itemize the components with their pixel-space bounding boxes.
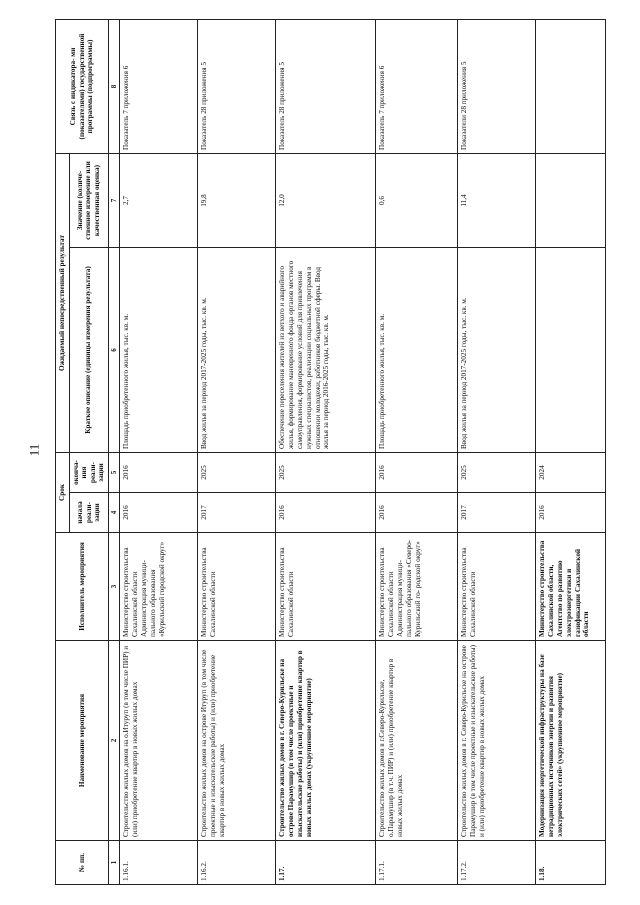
row-name: Модернизация энергетической инфраструктуры на базе нетрадиционных источников энергии и развития электрических сетей» (укрупненное мероприятие) — [536, 641, 606, 841]
row-link: Показатель 7 приложения 6 — [120, 20, 198, 154]
row-start: 2016 — [536, 493, 606, 533]
row-executor: Министерство строительства Сахалинской области Администрация муници- пального образования «Северо-Курильский го- родской округ» — [376, 533, 458, 641]
header-end: оконча- ния реали- зации — [69, 453, 108, 493]
row-executor: Министерство строительства Сахалинской области — [198, 533, 276, 641]
header-num: № пп. — [56, 841, 109, 885]
row-link: Показатель 28 приложения 5 — [276, 20, 376, 154]
table-row — [276, 20, 376, 885]
row-start: 2016 — [276, 493, 376, 533]
row-name: Строительство жилых домов в г.Северо-Курильске, о.Парамушир (в т.ч. ПИР) и (или) приобретение квартир в новых жилых домах — [376, 641, 458, 841]
header-expected: Ожидаемый непосредственный результат — [56, 154, 70, 453]
row-value — [536, 154, 606, 248]
row-num: 1.17.1. — [376, 841, 458, 885]
row-link — [536, 20, 606, 154]
column-number: 6 — [108, 248, 120, 453]
rotated-table-container — [55, 20, 620, 885]
header-name: Наименование мероприятия — [56, 641, 109, 841]
row-num: 1.16.1. — [120, 841, 198, 885]
row-end: 2016 — [376, 453, 458, 493]
row-executor: Министерство строительства Сахалинской области, Агентство по развитию электроэнергетики и газификации Сахалинской области — [536, 533, 606, 641]
row-num: 1.17. — [276, 841, 376, 885]
row-name: Строительство жилых домов на о.Итуруп (в том числе ПИР) и (или) приобретение квартир в новых жилых домах — [120, 641, 198, 841]
row-name: Строительство жилых домов на острове Итуруп (в том числе проектные и изыскательские работы) и (или) приобретение квартир в новых жилых домах — [198, 641, 276, 841]
measures-table — [55, 19, 606, 885]
row-start: 2017 — [458, 493, 536, 533]
row-value: 0,6 — [376, 154, 458, 248]
row-end: 2025 — [276, 453, 376, 493]
column-number: 8 — [108, 20, 120, 154]
row-link: Показатели 28 приложения 5 — [458, 20, 536, 154]
row-executor: Министерство строительства Сахалинской области — [458, 533, 536, 641]
row-link: Показатель 7 приложения 6 — [376, 20, 458, 154]
row-start: 2016 — [376, 493, 458, 533]
row-desc — [536, 248, 606, 453]
row-link: Показатель 28 приложения 5 — [198, 20, 276, 154]
header-start: начала реали- зации — [69, 493, 108, 533]
table-row — [376, 20, 458, 885]
row-value: 12,0 — [276, 154, 376, 248]
header-term: Срок — [56, 453, 70, 533]
row-end: 2025 — [198, 453, 276, 493]
table-row — [198, 20, 276, 885]
header-executor: Исполнитель мероприятия — [56, 533, 109, 641]
row-name: Строительство жилых домов в г. Северо-Курильске на острове Парамушир (в том числе проектные и изыскательские работы) и (или) приобретение квартир в новых жилых домах — [458, 641, 536, 841]
row-num: 1.18. — [536, 841, 606, 885]
row-desc: Ввод жилья за период 2017-2025 годы, тыс. кв. м. — [198, 248, 276, 453]
row-start: 2016 — [120, 493, 198, 533]
row-end: 2025 — [458, 453, 536, 493]
column-number: 2 — [108, 641, 120, 841]
header-short-desc: Краткое описание (единицы измерения результата) — [69, 248, 108, 453]
table-row — [536, 20, 606, 885]
row-num: 1.16.2. — [198, 841, 276, 885]
row-name: Строительство жилых домов в г. Северо-Курильске на острове Парамушир (в том числе проектные и изыскательские работы) и (или) приобретение квартир в новых жилых домах (укрупненное мероприятие) — [276, 641, 376, 841]
row-desc: Обеспечение переселения жителей из ветхого и аварийного жилья, формирование маневренного фонда органов местного самоуправления, формирование условий для привлечения нужных специалистов, реализации социальных программ в отношении молодежи, работников бюджетной сферы. Ввод жилья за период 2016-2025 годы, тыс. кв. м. — [276, 248, 376, 453]
header-link: Связь с индикатора- ми (показателями) государственной программы (подпрограммы) — [56, 20, 109, 154]
column-number: 5 — [108, 453, 120, 493]
row-value: 19,8 — [198, 154, 276, 248]
row-executor: Министерство строительства Сахалинской области — [276, 533, 376, 641]
column-number: 7 — [108, 154, 120, 248]
row-value: 2,7 — [120, 154, 198, 248]
row-end: 2016 — [120, 453, 198, 493]
page-number: 11 — [26, 443, 42, 457]
row-start: 2017 — [198, 493, 276, 533]
row-end: 2024 — [536, 453, 606, 493]
row-value: 11,4 — [458, 154, 536, 248]
column-number: 1 — [108, 841, 120, 885]
row-desc: Ввод жилья за период 2017-2025 годы, тыс. кв. м. — [458, 248, 536, 453]
column-number: 4 — [108, 493, 120, 533]
row-executor: Министерство строительства Сахалинской области Администрация муници- пального образования «Курильский городской округ» — [120, 533, 198, 641]
header-value: Значение (количе- ственное измерение или качественная оценка) — [69, 154, 108, 248]
row-desc: Площадь приобретенного жилья, тыс. кв. м. — [120, 248, 198, 453]
row-num: 1.17.2. — [458, 841, 536, 885]
table-row — [458, 20, 536, 885]
row-desc: Площадь приобретенного жилья, тыс. кв. м. — [376, 248, 458, 453]
table-row — [120, 20, 198, 885]
column-number: 3 — [108, 533, 120, 641]
